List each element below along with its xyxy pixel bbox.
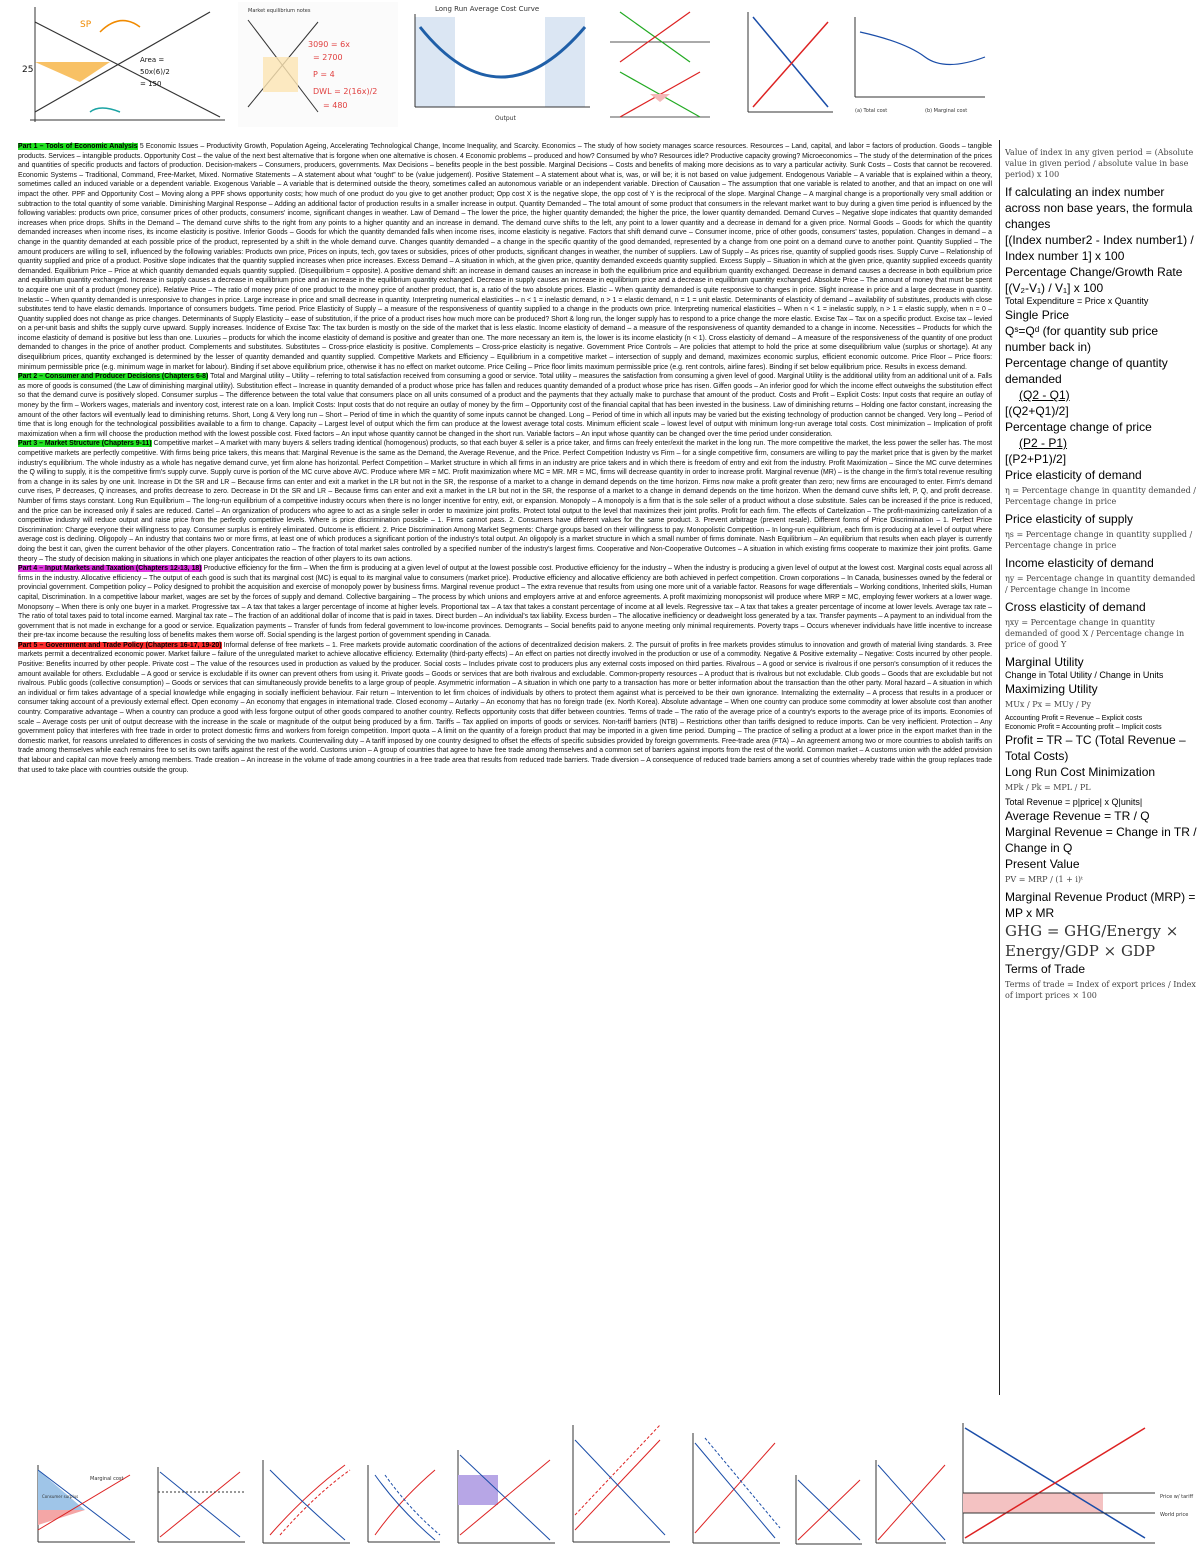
mu-text: Change in Total Utility / Change in Units — [1005, 670, 1164, 680]
pct-change-formula: [(V₂-V₁) / V₁] x 100 — [1005, 281, 1104, 295]
market-shift-2 — [360, 1460, 445, 1550]
pes-title: Price elasticity of supply — [1005, 512, 1134, 526]
mu-title: Marginal Utility — [1005, 655, 1084, 669]
externality-tax — [565, 1420, 675, 1550]
demand-supply-small-2 — [870, 1455, 950, 1550]
svg-text:Consumer surplus: Consumer surplus — [42, 1494, 79, 1499]
single-price-title: Single Price — [1005, 308, 1070, 322]
svg-text:Long Run Average Cost Curve: Long Run Average Cost Curve — [435, 5, 540, 13]
price-label: 25 — [22, 65, 34, 75]
pct-qty-title: Percentage change of quantity demanded — [1005, 356, 1168, 386]
cartel-profit — [450, 1445, 560, 1550]
profit-formula: Profit = TR – TC (Total Revenue – Total Costs) — [1005, 733, 1186, 763]
yed-formula: ηy = Percentage change in quantity demanded / Percentage change in income — [1005, 574, 1196, 594]
index-formula: [(Index number2 - Index number1) / Index number 1] x 100 — [1005, 233, 1194, 263]
svg-text:Marginal cost: Marginal cost — [90, 1476, 124, 1482]
value-index-formula: Value of index in any given period = (Absolute value in given period / absolute value in base period) x 100 — [1005, 148, 1194, 179]
svg-text:Output: Output — [495, 115, 516, 122]
pes-formula: ηs = Percentage change in quantity supplied / Percentage change in price — [1005, 530, 1193, 550]
formula-sidebar — [1005, 145, 1197, 1375]
yed-title: Income elasticity of demand — [1005, 556, 1154, 570]
terms-of-trade-formula: Terms of trade = Index of export prices / Index of import prices × 100 — [1005, 980, 1196, 1000]
pct-price-numerator: (P2 - P1) — [1019, 436, 1068, 450]
top-figure-strip — [0, 0, 1200, 140]
present-value-formula: PV = MRP / (1 + i)ᵗ — [1005, 875, 1083, 884]
section-header-part5: Part 5 – Government and Trade Policy (Chapters 16-17, 19-20) — [18, 641, 222, 649]
pct-price-title: Percentage change of price — [1005, 420, 1152, 434]
pct-change-title: Percentage Change/Growth Rate — [1005, 265, 1183, 279]
terms-of-trade-title: Terms of Trade — [1005, 962, 1086, 976]
monopoly-price-discrimination — [30, 1460, 140, 1550]
index-intro: If calculating an index number across non base years, the formula changes — [1005, 185, 1193, 231]
section-text-part4: Productive efficiency for the firm – When the firm is producing at a given level of output at the lowest possible cost. Productive efficiency for the industry – When the industry is producing a given level of output at the lowest cost. Marginal costs equal across all firms in the industry. Allocative efficiency – The output of each good is such that its marginal cost (MC) is equal to its marginal value to consumers (market price). Productive efficiency and allocative efficiency are both achieved in perfect competition. Crown corporations – In Canada, businesses owned by the federal or provincial government. Competition policy – Policy designed to prohibit the acquisition and exercise of monopoly power by business firms. Marginal revenue product – The extra revenue that results from using one more unit of a variable factor. Reasons for wage differentials – Working conditions, Inherited skills, Human capital, Discrimination. In a competitive labour market, wages are set by the forces of supply and demand. Collective bargaining – The process by which unions and employers arrive at and enforce agreements. A profit maximizing monopsonist will produce where MRP = MC, employing fewer workers at a lower wage. Monopsony – When there is only one buyer in a market. Progressive tax – A tax that takes a larger percentage of income at higher levels. Proportional tax – A tax that takes a constant percentage of income at all levels. Regressive tax – A tax that takes a greater percentage of income at lower levels. Average tax rate – The ratio of total taxes paid to total income earned. Marginal tax rate – The fraction of an additional dollar of income that is paid in taxes. Direct burden – An individual's tax liability. Excess burden – The allocative inefficiency or deadweight loss generated by a tax. Transfer payments – A payment to an individual from the government that is not made in exchange for a good or service. Equalization payments – Transfer of funds from federal government to low-income provinces. Demogrants – Social benefits paid to anyone meeting only minimal requirements. Poverty traps – Occurs whenever individuals have little incentive to increase their pre-tax income because the resulting loss of benefits makes them worse off. Social spending is the largest portion of government spending in Canada. — [18, 565, 992, 640]
svg-text:DWL = 2(16x)/2: DWL = 2(16x)/2 — [313, 87, 378, 96]
mrp-title: Marginal Revenue Product (MRP) = MP x MR — [1005, 890, 1196, 920]
svg-text:= 150: = 150 — [140, 80, 162, 88]
supply-demand-cross — [738, 2, 838, 127]
xed-title: Cross elasticity of demand — [1005, 600, 1146, 614]
main-notes — [18, 142, 992, 1372]
cost-curves — [845, 2, 995, 127]
max-utility-formula: MUx / Px = MUy / Py — [1005, 700, 1092, 709]
section-header-part2: Part 2 – Consumer and Producer Decisions (Chapters 6-8) — [18, 373, 209, 381]
accounting-profit: Accounting Profit = Revenue – Explicit costs — [1005, 715, 1143, 722]
lrcm-title: Long Run Cost Minimization — [1005, 765, 1156, 779]
tax-incidence-sketch — [20, 2, 230, 127]
bottom-figure-strip — [0, 1400, 1200, 1553]
svg-text:= 2700: = 2700 — [313, 53, 343, 62]
tariff-welfare — [955, 1418, 1195, 1550]
average-revenue: Average Revenue = TR / Q — [1005, 809, 1150, 823]
pct-qty-denominator: [(Q2+Q1)/2] — [1005, 404, 1069, 418]
long-run-average-cost-curve — [405, 2, 595, 127]
total-revenue: Total Revenue = p|price| x Q|units| — [1005, 797, 1143, 807]
svg-text:= 480: = 480 — [323, 101, 348, 110]
section-text-part2: Total and Marginal utility – Utility – referring to total satisfaction received from consuming a good or service. Total utility – measures the satisfaction from consuming a given level of good. Marginal Utility is the additional utility from an additional unit of a. Falls as more of goods is consumed (the Law of diminishing marginal utility). Substitution effect – Increase in quantity demanded of a product whose price has fallen and reduces quantity demanded of a product whose price has risen. Giffen goods – An inferior good for which the income effect outweighs the substitution effect so that the demand curve is positively sloped. Consumer surplus – The difference between the total value that consumers place on all units consumed of a product and the payments that they actually make to purchase that amount of the product. Costs and Profit – Explicit Costs: Input costs that require an outlay of money by the firm – Workers wages, materials and inventory cost, interest rate on a loan. Implicit Costs: Input costs that do not require an outlay of money by the firm – Opportunity cost of the financial capital that has been invested in the business. Law of diminishing returns – Holding one factor constant, increasing the amount of the other factors will eventually lead to diminishing returns. Short, Long & Very long run – Short – Period of time in which the quantity of some inputs cannot be changed. Long – Period of time in which all inputs may be varied but the existing technology of production cannot be changed. Very long – Period of time that is long enough for the technological possibilities available to a firm to change. Capacity – Largest level of output which the firm can produce at the lowest average total costs. Minimum efficient scale – lowest level of output with minimum long-run average total costs. Cost minimization – Implication of profit maximization when a firm will choose the production method with the lowest possible cost. Fixed factors – An input whose quantity cannot be changed in the short run. Variable factors – An input whose quantity can be changed over the time period under consideration. — [18, 373, 992, 438]
market-equilibrium-notes — [238, 2, 398, 127]
section-text-part5: Informal defense of free markets – 1. Free markets provide automatic coordination of the actions of decentralized decision makers. 2. The pursuit of profits in free markets provides stimulus to innovation and growth of material living standards. 3. Free markets permit a decentralized economic power. Market failure – failure of the unregulated market to achieve allocative efficiency. Externality (third-party effects) – An effect on parties not directly involved in the production or use of a commodity. Negative & Positive externality – Negative: Costs incurred by other people. Positive: Benefits incurred by other people. Private cost – The value of the resources used in production as valued by the producer. Social costs – Includes private cost to producers plus any external costs imposed on third parties. Rivalrous – A good or service is rivalrous if one person's consumption of it reduces the amount available for others. Excludable – A good or service is excludable if its owner can prevent others from using it. Private goods – Goods or services that are both rivalrous and excludable. Common-property resources – A product that is rivalrous but not excludable. Club goods – Goods that are excludable but not rivalrous. Public goods (collective consumption) – Goods or services that can simultaneously provide benefits to a large group of people. Asymmetric information – A situation in which one party to a transaction has more or better information about the transaction than the other party. Moral hazard – A situation in which an individual or firm takes advantage of a special knowledge while engaging in socially inefficient behaviour. Fair return – Intervention to let firm choices of individuals by others to protect them against what is perceived to be their own ignorance. Internalizing the externality – A process that results in a producer or consumer taking account of a previously external effect. Open economy – An economy that engages in international trade. Closed economy – Autarky – An economy that has no foreign trade (ex. North Korea). Absolute advantage – When one country can produce some commodity at lower absolute cost than another country. Comparative advantage – When a country can produce a good with less forgone output of other goods compared to another country. Reflects opportunity costs that differ between countries. Terms of trade – The ratio of the average price of a country's exports to the average price of its imports. Economies of scale – Average costs per unit of output decrease with the increase in the scale or magnitude of the output being produced by a firm. Tariffs – Tax applied on imports of goods or services. Non-tariff barriers (NTB) – Restrictions other than tariffs designed to reduce imports. Can be very inefficient. Protection – Any government policy that interferes with free trade in order to protect domestic firms and workers from foreign competition. Import quota – A limit on the quantity of a foreign product that may be imported in a given time period. Dumping – The practice of selling a product at a lower price in the export market than in the domestic market, for reasons unrelated to differences in costs of servicing the two markets. Countervailing duty – A tariff imposed by one country designed to offset the effects of specific subsidies provided by foreign governments. Free-trade area (FTA) – An agreement among two or more countries to abolish tariffs on trade among themselves while each remains free to set its own tariffs against the rest of the world. Customs union – A group of countries that agree to have free trade among themselves and a common set of barriers against imports from the rest of the world. Common market – A customs union with the added provision that labour and capital can move freely among members. Trade creation – An increase in the volume of trade among countries in a free trade area that results from reduced trade barriers. Trade diversion – A consequence of reduced trade barriers among a set of countries whereby trade within the group replaces trade that used to take place with countries outside the group. — [18, 641, 992, 774]
externality-diagrams — [600, 2, 728, 130]
marginal-revenue: Marginal Revenue = Change in TR / Change in Q — [1005, 825, 1197, 855]
svg-text:(a) Total cost: (a) Total cost — [855, 108, 888, 114]
ghg-formula: GHG = GHG/Energy × Energy/GDP × GDP — [1005, 922, 1179, 960]
svg-text:(b) Marginal cost: (b) Marginal cost — [925, 108, 968, 114]
pct-qty-numerator: (Q2 - Q1) — [1019, 388, 1070, 402]
economic-profit: Economic Profit = Accounting profit – Implicit costs — [1005, 724, 1162, 731]
section-text-part1: 5 Economic Issues – Productivity Growth, Population Ageing, Accelerating Technological Change, Income Inequality, and Scarcity. Economics – The study of how society manages scarce resources. Resources – Land, capital, and labor = factors of production. Goods – tangible products. Services – intangible products. Opportunity Cost – the value of the next best alternative that is forgone when one alternative is chosen. 4 Economic problems – produced and how? Consumed by who? Resources idle? Productive capacity growing? Microeconomics – The study of the determination of the prices and quantities of specific products and factors of production. Decision-makers – Consumers, producers, governments. Max Decisions – benefits people in the best possible. Marginal Decisions – Costs and benefits of making more decisions as to vary a particular activity. Sunk Costs – Costs that cannot be recovered. Economic Systems – Traditional, Command, Free-Market, Mixed. Normative Statements – A statement about what “ought” to be (value judgement). Positive Statement – A statement about what is, was, or will be; it is not based on value judgement. Endogenous Variable – A variable that is explained within a theory, sometimes called an induced variable or a dependent variable. Exogenous Variable – A variable that is determined outside the theory, sometimes called an autonomous variable or an independent variable. Direction of Causation – The assumption that one variable is related to another, and that an impact on one will impact the other. PPF and Opportunity Cost – Moving along a PPF shows opportunity costs; how much of one product do you give to get another product; Opp cost X is the negative slope, the opp cost of Y is the reciprocal of the slope. Marginal Change – A marginal change is a proportionally very small addition or subtraction to the total quantity of some variable. Diminishing Marginal Response – Adding an additional factor of production results in a smaller increase in output. Quantity Demanded – The total amount of some product that consumers in the relevant market want to buy during a given time period is influenced by the following variables: products own price, consumer prices of other products, consumers' income, significant changes in weather. Law of Demand – The lower the price, the higher quantity demanded; the higher the price, the lower quantity demanded. Demand Curves – Negative slope indicates that quantity demanded increases when price drops. Shifts in the Demand – The demand curve shifts to the right from any points to a higher quantity and an increase in demand. The demand curve shifts to the left, any point to a lower quantity and a decrease in demand for a given price. Normal Goods – Goods for which the quantity demanded increases when income rises, its income elasticity is positive. Inferior Goods – Goods for which the quantity demanded falls when income rises, income elasticity is negative. Factors that shift demand curve – Consumer income, price of other goods, consumers' tastes, population. Changes in demand – a change in the quantity demanded at each possible price of the product, represented by a shift in the whole demand curve. Changes quantity demanded – a change in the specific quantity of the good demanded, represented by a change from one point on a demand curve to another point. Quantity Supplied – The amount producers are willing to sell, influenced by the following variables: Products own price, Prices on inputs, tech, gov taxes or subsidies, prices of other products, significant changes in weather, the number of suppliers. Law of Supply – As prices rise, quantity of supplied goods rises. Supply Curve – Relationship of quantity supplied and price of a product. Positive slope indicates that the quantity supplied increases when price increases. Excess Demand – A situation in which, at the given price, quantity demanded exceeds quantity supplied. Excess Supply – Situation in which at the given price, quantity supplied exceeds quantity demanded. Equilibrium Price – Price at which quantity demanded equals quantity supplied. (Disequilibrium = opposite). A positive demand shift: an increase in demand causes an increase in both the equilibrium price and equilibrium quantity exchanged. Decrease in demand causes a decrease in both equilibrium price and equilibrium quantity exchanged. Increase in supply causes a decrease in equilibrium price and an increase in the equilibrium quantity exchanged. Decrease in supply causes an increase in equilibrium price and a decrease in equilibrium quantity exchanged. Absolute Price – The amount of money that must be spent to acquire one unit of a product (money price). Relative Price – The ratio of money price of one product to the money price of another product, that is, a ratio of the two absolute prices. Elastic – When quantity demanded is quite responsive to changes in price. Slight increase in price and a large decrease in quantity. Inelastic – When quantity demanded is unresponsive to changes in price. Large increase in price and small decrease in quantity. Interpreting numerical elasticities – n < 1 = inelastic demand, n > 1 = elastic demand, n = 1 = unit elastic. Determinants of elasticity of demand – availability of substitutes, products with close substitutes tend to have elastic demands. Importance of consumers budgets. Time period. Price Elasticity of Supply – a measure of the responsiveness of quantity supplied to a change in the products own price. Interpreting numerical elasticities – When n < 1 = inelastic supply, n > 1 = elastic supply, when n = 0 – Quantity supplied does not change as price changes. Determinants of Supply Elasticity – ease of substitution, if the price of a product rises how much more can be produced? Short & long run, the longer supply has to respond to a price change the more elastic. Excise Tax – Tax on a specific product. Excise tax – levied on a per-unit basis and shifts the supply curve upward. Supply increases. Incidence of Excise Tax: The tax burden is mostly on the side of the market that is less elastic. Income elasticity of demand – a measure of the responsiveness of quantity demanded to a change in income. Necessities – Products for which the income elasticity of demand is positive but less than one. Luxuries – products for which the income elasticity of demand is positive and greater than one. The more necessary an item is, the lower is its income elasticity (n < 1). Cross elasticity of demand – A measure of the responsiveness of the quantity of one product demanded to changes in the price of another product. Complements and substitutes. Substitutes – Cross-price elasticity is positive. Complements – Cross-price elasticity is negative. Government Price Controls – Are policies that attempt to hold the price at some disequilibrium value (surplus or shortage). At any disequilibrium prices, quantity exchanged is determined by the lesser of quantity demanded and quantity supplied. Competitive Markets and Efficiency – Equilibrium in a competitive market – intersection of supply and demand, maximizes economic surplus, efficient economic outcome. Price Floor – Price floors: minimum permissible price (e.g. minimum wage in market for labour). Binding if set above equilibrium price, otherwise it has no effect on market outcome. Price Ceiling – Price floor limits maximum permissible price (e.g. rent controls, airline fares). Binding if set below equilibrium price. Results in excess demand. — [18, 143, 992, 371]
svg-text:World price: World price — [1160, 1512, 1189, 1518]
svg-text:SP: SP — [80, 20, 92, 30]
svg-text:50x(6)/2: 50x(6)/2 — [140, 68, 170, 76]
svg-text:P = 4: P = 4 — [313, 70, 335, 79]
column-divider — [999, 140, 1000, 1395]
demand-supply-small-1 — [790, 1470, 865, 1550]
ped-title: Price elasticity of demand — [1005, 468, 1142, 482]
section-header-part1: Part 1 – Tools of Economic Analysis — [18, 143, 138, 150]
total-expenditure: Total Expenditure = Price x Quantity — [1005, 296, 1149, 306]
svg-text:Area =: Area = — [140, 56, 165, 64]
svg-text:Market equilibrium notes: Market equilibrium notes — [248, 8, 311, 14]
lrcm-formula: MPk / Pk = MPL / PL — [1005, 783, 1091, 792]
xed-formula: ηxy = Percentage change in quantity demanded of good X / Percentage change in price of good Y — [1005, 618, 1185, 649]
pct-price-denominator: [(P2+P1)/2] — [1005, 452, 1067, 466]
section-header-part4: Part 4 – Input Markets and Taxation (Chapters 12-13, 18) — [18, 565, 202, 573]
positive-externality — [685, 1428, 785, 1550]
svg-text:Price w/ tariff: Price w/ tariff — [1160, 1494, 1194, 1500]
max-utility-title: Maximizing Utility — [1005, 682, 1098, 696]
section-header-part3: Part 3 – Market Structure (Chapters 9-11) — [18, 440, 152, 448]
present-value-title: Present Value — [1005, 857, 1080, 871]
market-shift-1 — [255, 1455, 355, 1550]
ped-formula: η = Percentage change in quantity demanded / Percentage change in price — [1005, 486, 1196, 506]
svg-text:3090 = 6x: 3090 = 6x — [308, 40, 350, 49]
single-price-text: Qˢ=Qᵈ (for quantity sub price number back in) — [1005, 324, 1159, 354]
price-floor — [150, 1462, 250, 1550]
section-text-part3: Competitive market – A market with many buyers & sellers trading identical (homogenous) products, so that each buyer & seller is a price taker, and firms can freely enter/exit the market in the long run. The more competitive the market, the less power the seller has. The most competitive markets are perfectly competitive. With firms being price takers, this means that: Marginal Revenue is the same as the Demand, the Average Revenue, and the Price. Perfect Competition Industry vs Firm – for a single competitive firm, consumers are willing to pay the market price that is given by the market industry's equilibrium. The whole industry as a whole has negative demand curve, yet firm alone has horizontal. Perfect Competition – Market structure in which all firms in an industry are price takers and in which there is freedom of entry and exit from the industry. Profit Maximization – Since the MC curve determines the Q willing to supply, it is the competitive firm's supply curve. Supply curve is portion of the MC curve above AVC. Produce where MR = MC. Profit maximization where MC = MR. MR = MC, firms will decrease quantity in order to increase profit. Marginal revenue (MR) – is the change in the firm's total revenue resulting from a change in its sales by one unit. Increase in Dt the SR and LR – Because firms can enter and exit a market in the LR but not in the SR, the response of a market to a change in demand depends on the time horizon. Firms now make a profit greater than zero; new firms are encouraged to enter. Firm's demand curve rises, P decreases, Q increases, and profits decrease to zero. Decrease in Dt the SR and LR – Because firms can enter and exit a market in the LR but not in the SR, the response of a market to a change in demand depends on the time horizon. When the demand curve shifts left, P, Q, and profit decrease. Number of firms stays constant. Long Run Equilibrium – The long-run equilibrium of a competitive industry occurs when there is no longer incentive for entry, exit, or expansion. Monopoly – A monopoly is a firm that is the sole seller of a product without a close substitute. Sales can be increased if the price is reduced, and the price can be increased only if sales are reduced. Cartel – An organization of producers who agree to act as a single seller in order to maximize joint profits. Protect total output to the level that maximizes their joint profits. Profit for each firm. The effects of Cartelization – The profit-maximizing cartelization of a competitive industry will reduce output and raise price from the perfectly competitive levels. Where is price discrimination possible – 1. Firms cannot pass. 2. Consumers have different values for the same product. 3. Prevent arbitrage (prevent resale). Different forms of Price Discrimination – 1. Perfect Price Discrimination: Charge everyone their willingness to pay. Consumer surplus is entirely eliminated. Outcome is efficient. 2. Price Discrimination Among Market Segments: Charge groups based on their willingness to pay. Monopolistic Competition – In long-run equilibrium, each firm is producing at a level of output where average cost is declining. Oligopoly – An industry that contains two or more firms, at least one of which produces a significant portion of the industry's total output. An oligopoly is a market structure in which a small number of firms dominate. Nash Equilibrium – An equilibrium that results when each player is currently doing the best it can, given the current behavior of the other players. Concentration ratio – The fraction of total market sales controlled by a specified number of the industry's largest firms. Cooperative and Non-Cooperative Outcomes – A situation in which existing firms cooperate to maximize their joint profits. Game theory – The study of decision making in situations in which one player anticipates the reaction of other players to its own actions. — [18, 440, 992, 563]
